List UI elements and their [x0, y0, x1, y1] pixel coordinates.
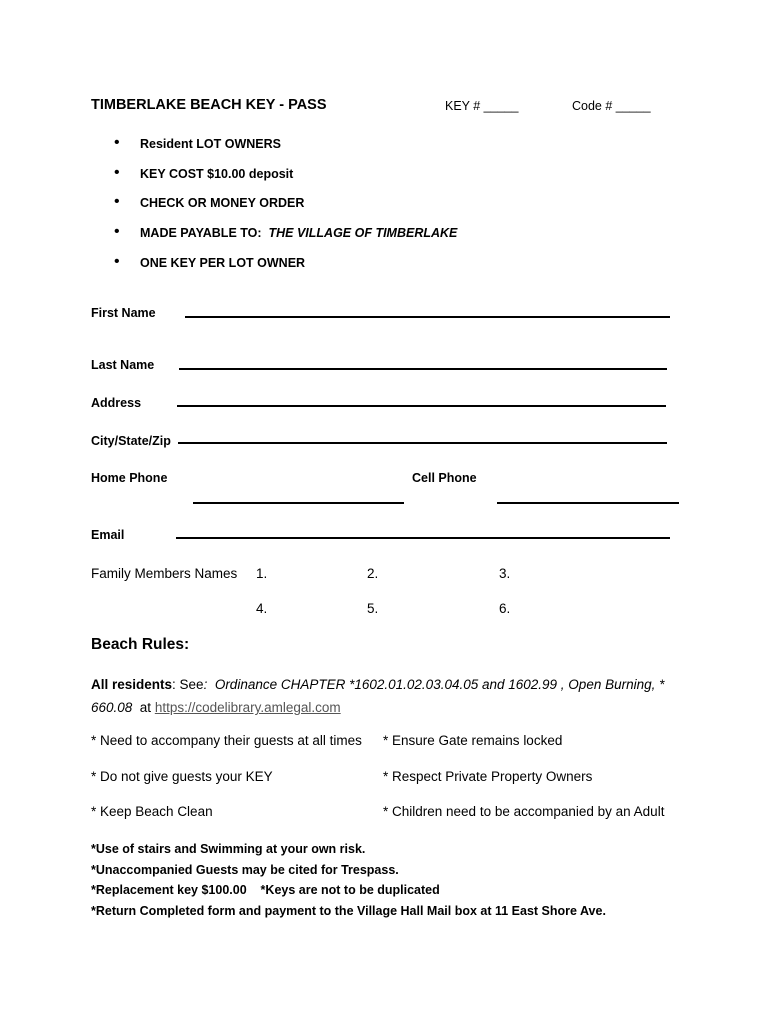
rule-item: * Respect Private Property Owners [383, 769, 593, 784]
note-line: *Use of stairs and Swimming at your own risk. [91, 842, 366, 856]
cell-phone-field[interactable] [497, 502, 679, 504]
list-item: ONE KEY PER LOT OWNER [140, 256, 306, 270]
address-label: Address [91, 396, 142, 410]
ordinance-text: : Ordinance CHAPTER *1602.01.02.03.04.05 and 1602.99 , Open Burning, * [203, 677, 665, 692]
bullet-icon: • [114, 134, 120, 151]
email-label: Email [91, 528, 125, 542]
bullet-icon: • [114, 223, 120, 240]
list-item: CHECK OR MONEY ORDER [140, 196, 305, 210]
family-member-slot-5[interactable]: 5. [367, 601, 379, 616]
family-member-slot-6[interactable]: 6. [499, 601, 511, 616]
beach-rules-heading: Beach Rules: [91, 636, 190, 653]
family-member-slot-4[interactable]: 4. [256, 601, 268, 616]
cell-phone-label: Cell Phone [412, 471, 477, 485]
rule-item: * Ensure Gate remains locked [383, 733, 563, 748]
rule-item: * Keep Beach Clean [91, 804, 213, 819]
city-state-zip-label: City/State/Zip [91, 434, 171, 448]
bullet-icon: • [114, 253, 120, 270]
note-line: *Return Completed form and payment to the Village Hall Mail box at 11 East Shore Ave. [91, 904, 606, 918]
family-member-slot-2[interactable]: 2. [367, 566, 379, 581]
list-item: KEY COST $10.00 deposit [140, 167, 294, 181]
first-name-field[interactable] [185, 316, 670, 318]
first-name-label: First Name [91, 306, 156, 320]
all-residents-line [91, 677, 664, 692]
page-title: TIMBERLAKE BEACH KEY - PASS [91, 97, 327, 113]
payee-name: THE VILLAGE OF TIMBERLAKE [268, 226, 458, 240]
at-text: at [132, 700, 155, 715]
all-residents-label: All residents [91, 677, 173, 692]
rule-item: * Children need to be accompanied by an Adult [383, 804, 665, 819]
note-line: *Unaccompanied Guests may be cited for Trespass. [91, 863, 399, 877]
codelibrary-link[interactable]: https://codelibrary.amlegal.com [154, 700, 341, 715]
family-members-label: Family Members Names [91, 566, 238, 581]
bullet-icon: • [114, 193, 120, 210]
family-member-slot-1[interactable]: 1. [256, 566, 268, 581]
address-field[interactable] [177, 405, 666, 407]
note-line: *Replacement key $100.00 *Keys are not to be duplicated [91, 883, 440, 897]
list-item [140, 226, 457, 240]
bullet-icon: • [114, 164, 120, 181]
last-name-field[interactable] [179, 368, 667, 370]
city-state-zip-field[interactable] [178, 442, 667, 444]
ordinance-number: 660.08 [91, 700, 133, 715]
rule-item: * Need to accompany their guests at all times [91, 733, 362, 748]
see-text: : See [172, 677, 204, 692]
list-item: Resident LOT OWNERS [140, 137, 281, 151]
last-name-label: Last Name [91, 358, 155, 372]
key-number-field: KEY # _____ [445, 99, 519, 113]
email-field[interactable] [176, 537, 670, 539]
payable-to-label: MADE PAYABLE TO: [140, 226, 269, 240]
family-member-slot-3[interactable]: 3. [499, 566, 511, 581]
home-phone-field[interactable] [193, 502, 404, 504]
ordinance-line-2 [91, 700, 341, 715]
home-phone-label: Home Phone [91, 471, 168, 485]
code-number-field: Code # _____ [572, 99, 651, 113]
rule-item: * Do not give guests your KEY [91, 769, 273, 784]
